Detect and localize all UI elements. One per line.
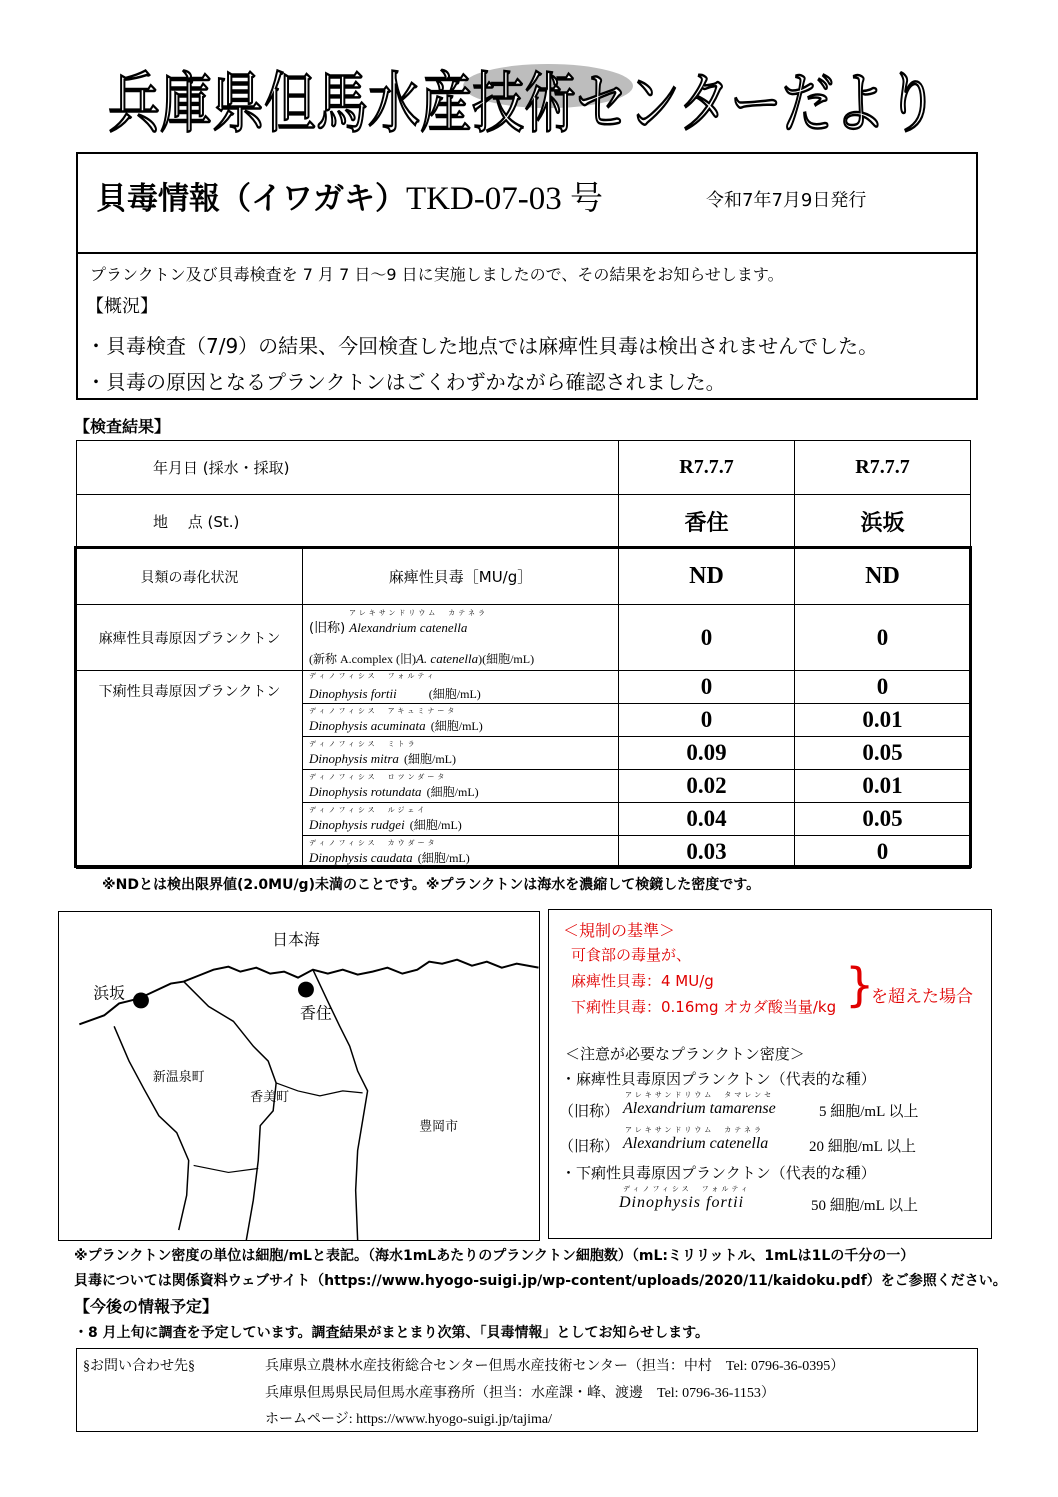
dsp-species-cell: [303, 671, 619, 704]
headline-number: TKD-07-03 号: [406, 181, 604, 217]
boundary-line: [184, 982, 276, 1240]
criteria-heading: ＜規制の基準＞: [563, 921, 676, 940]
dsp-kasumi: 0: [619, 704, 795, 737]
date-kasumi: R7.7.7: [619, 441, 795, 495]
dsp-unit: (細胞/mL): [426, 784, 479, 799]
density-limit: 20 細胞/mL 以上: [809, 1139, 916, 1155]
newsletter-title: [108, 56, 938, 146]
results-footnote: ※NDとは検出限界値(2.0MU/g)未満のことです。※プランクトンは海水を濃縮して検鏡した密度です。: [102, 877, 761, 893]
psp-note-species: A. catenella: [415, 650, 479, 666]
dsp-ruby: ディノフィシス ロツンダータ: [309, 772, 448, 781]
dsp-unit: (細胞/mL): [409, 817, 462, 832]
species-ruby: アレキサンドリウム タマレンセ: [625, 1091, 775, 1099]
homepage-link[interactable]: ホームページ: https://www.hyogo-suigi.jp/tajima/: [265, 1412, 552, 1427]
dsp-hamasaka: 0.01: [795, 770, 971, 803]
dsp-species-cell: [303, 770, 619, 803]
toxicity-unit: 麻痺性貝毒［MU/g］: [303, 549, 619, 605]
species-name: Alexandrium catenella: [623, 1135, 769, 1152]
boundary-line: [194, 1165, 259, 1172]
summary-box: [76, 252, 978, 400]
dsp-species: Dinophysis mitra: [309, 750, 399, 766]
dsp-hamasaka: 0.05: [795, 737, 971, 770]
title-graphic: [108, 56, 938, 146]
contact-box: [76, 1348, 978, 1432]
dsp-kasumi: 0: [619, 671, 795, 704]
toxicity-hamasaka: ND: [795, 549, 971, 605]
density-limit: 5 細胞/mL 以上: [819, 1104, 919, 1120]
psp-species-cell: [303, 605, 619, 671]
dsp-species: Dinophysis rudgei: [309, 816, 405, 832]
dsp-ruby: ディノフィシス アキュミナータ: [309, 706, 458, 715]
dsp-unit: (細胞/mL): [404, 751, 457, 766]
species-ruby: ディノフィシス フォルティ: [623, 1185, 751, 1193]
dsp-species: Dinophysis rotundata: [309, 783, 422, 799]
dsp-hamasaka: 0.05: [795, 803, 971, 836]
headline-box: [76, 152, 978, 254]
dsp-hamasaka: 0: [795, 671, 971, 704]
psp-hamasaka: 0: [795, 605, 971, 671]
dsp-ruby: ディノフィシス フォルティ: [309, 671, 437, 680]
shinonsen-label: 新温泉町: [152, 1069, 205, 1085]
dsp-species-cell: [303, 803, 619, 836]
dsp-unit: (細胞/mL): [417, 850, 470, 865]
density-limit: 50 細胞/mL 以上: [811, 1198, 918, 1214]
dsp-species-cell: [303, 737, 619, 770]
hamasaka-label: 浜坂: [93, 983, 126, 1003]
station-label: 地 点 (St.): [77, 495, 619, 549]
criteria-brace: }: [845, 958, 875, 1012]
dsp-ruby: ディノフィシス ルジェイ: [309, 805, 428, 814]
criteria-exceed: を超えた場合: [871, 987, 973, 1007]
kasumi-label: 香住: [299, 1003, 332, 1023]
dsp-hamasaka: 0.01: [795, 704, 971, 737]
dsp-species: Dinophysis caudata: [309, 849, 413, 865]
toxicity-kasumi: ND: [619, 549, 795, 605]
toxicity-label: 貝類の毒化状況: [77, 549, 303, 605]
dsp-kasumi: 0.04: [619, 803, 795, 836]
old-name-label: （旧称）: [559, 1137, 620, 1155]
headline-label: 貝毒情報（イワガキ）: [96, 181, 406, 217]
station-hamasaka: 浜坂: [795, 495, 971, 549]
title-text: 兵庫県但馬水産技術センターだより: [108, 65, 938, 142]
future-text: ・8 月上旬に調査を予定しています。調査結果がまとまり次第、「貝毒情報」としてお知らせします。: [74, 1325, 709, 1341]
psp-kasumi: 0: [619, 605, 795, 671]
dsp-species-cell: [303, 836, 619, 869]
dsp-hamasaka: 0: [795, 836, 971, 869]
future-heading: 【今後の情報予定】: [74, 1297, 219, 1316]
summary-intro: プランクトン及び貝毒検査を 7 月 7 日～9 日に実施しましたので、その結果をお知らせします。: [90, 265, 784, 284]
dsp-species-cell: [303, 704, 619, 737]
boundary-line: [114, 1026, 189, 1230]
dsp-unit: (細胞/mL): [430, 718, 483, 733]
dsp-unit: (細胞/mL): [428, 686, 481, 701]
criteria-dsp: 下痢性貝毒：0.16mg オカダ酸当量/kg: [571, 998, 837, 1016]
table-row: [77, 671, 971, 704]
dsp-ruby: ディノフィシス ミトラ: [309, 739, 418, 748]
contact-line: 兵庫県但馬県民局但馬水産事務所（担当：水産課・峰、渡邊 Tel: 0796-36-1153）: [265, 1386, 775, 1401]
criteria-line: 可食部の毒量が、: [571, 946, 692, 964]
station-kasumi: 香住: [619, 495, 795, 549]
dsp-species: Dinophysis fortii: [309, 685, 397, 701]
table-row: [77, 495, 971, 549]
results-table: [76, 440, 971, 869]
summary-heading: 【概況】: [86, 296, 158, 317]
psp-species: Alexandrium catenella: [349, 619, 468, 635]
contact-line: 兵庫県立農林水産技術総合センター但馬水産技術センター（担当：中村 Tel: 0796-36-0395）: [265, 1359, 845, 1374]
contact-label: §お問い合わせ先§: [83, 1359, 195, 1374]
dsp-kasumi: 0.03: [619, 836, 795, 869]
summary-bullet: ・貝毒検査（7/9）の結果、今回検査した地点では麻痺性貝毒は検出されませんでした。: [86, 334, 879, 358]
kami-label: 香美町: [250, 1089, 290, 1105]
headline-title: [96, 172, 603, 219]
issue-date: 令和7年7月9日発行: [706, 190, 867, 211]
date-hamasaka: R7.7.7: [795, 441, 971, 495]
location-map: [59, 912, 539, 1240]
sea-label: 日本海: [272, 929, 320, 949]
summary-bullet: ・貝毒の原因となるプランクトンはごくわずかながら確認されました。: [86, 370, 726, 394]
dsp-ruby: ディノフィシス カウダータ: [309, 838, 438, 847]
dsp-kasumi: 0.09: [619, 737, 795, 770]
species-ruby: アレキサンドリウム カテネラ: [625, 1126, 765, 1134]
table-row: [77, 549, 971, 605]
map-panel: [58, 911, 540, 1241]
psp-note-a: (新称 A.complex (旧): [309, 651, 416, 666]
toyooka-label: 豊岡市: [419, 1119, 459, 1135]
psp-ruby: アレキサンドリウム カテネラ: [349, 608, 489, 617]
table-row: [77, 605, 971, 671]
hamasaka-marker: [133, 993, 149, 1009]
date-label: 年月日 (採水・採取): [77, 441, 619, 495]
species-name: Dinophysis fortii: [619, 1194, 745, 1211]
dsp-kasumi: 0.02: [619, 770, 795, 803]
unit-note: ※プランクトン密度の単位は細胞/mLと表記。（海水1mLあたりのプランクトン細胞数）（mL:ミリリットル、1mLは1Lの千分の一）: [74, 1248, 915, 1264]
psp-label: 麻痺性貝毒原因プランクトン: [77, 605, 303, 671]
criteria-panel: [548, 909, 992, 1239]
psp-prefix: (旧称): [309, 620, 346, 636]
density-heading: ＜注意が必要なプランクトン密度＞: [565, 1045, 805, 1063]
criteria-psp: 麻痺性貝毒：4 MU/g: [571, 972, 714, 990]
dsp-plankton-heading: ・下痢性貝毒原因プランクトン（代表的な種）: [561, 1164, 876, 1182]
species-name: Alexandrium tamarense: [623, 1100, 776, 1117]
dsp-label: 下痢性貝毒原因プランクトン: [77, 671, 303, 869]
old-name-label: （旧称）: [559, 1102, 620, 1120]
reference-note: 貝毒については関係資料ウェブサイト（https://www.hyogo-suigi.jp/wp-content/uploads/2020/11/kaidoku.pdf）をご参照ください。: [74, 1273, 1007, 1289]
kasumi-marker: [298, 982, 314, 998]
dsp-species: Dinophysis acuminata: [309, 717, 426, 733]
boundary-line: [276, 1083, 362, 1096]
table-row: [77, 441, 971, 495]
results-heading: 【検査結果】: [74, 417, 171, 436]
psp-plankton-heading: ・麻痺性貝毒原因プランクトン（代表的な種）: [561, 1070, 876, 1088]
psp-note-b: )(細胞/mL): [478, 651, 535, 666]
